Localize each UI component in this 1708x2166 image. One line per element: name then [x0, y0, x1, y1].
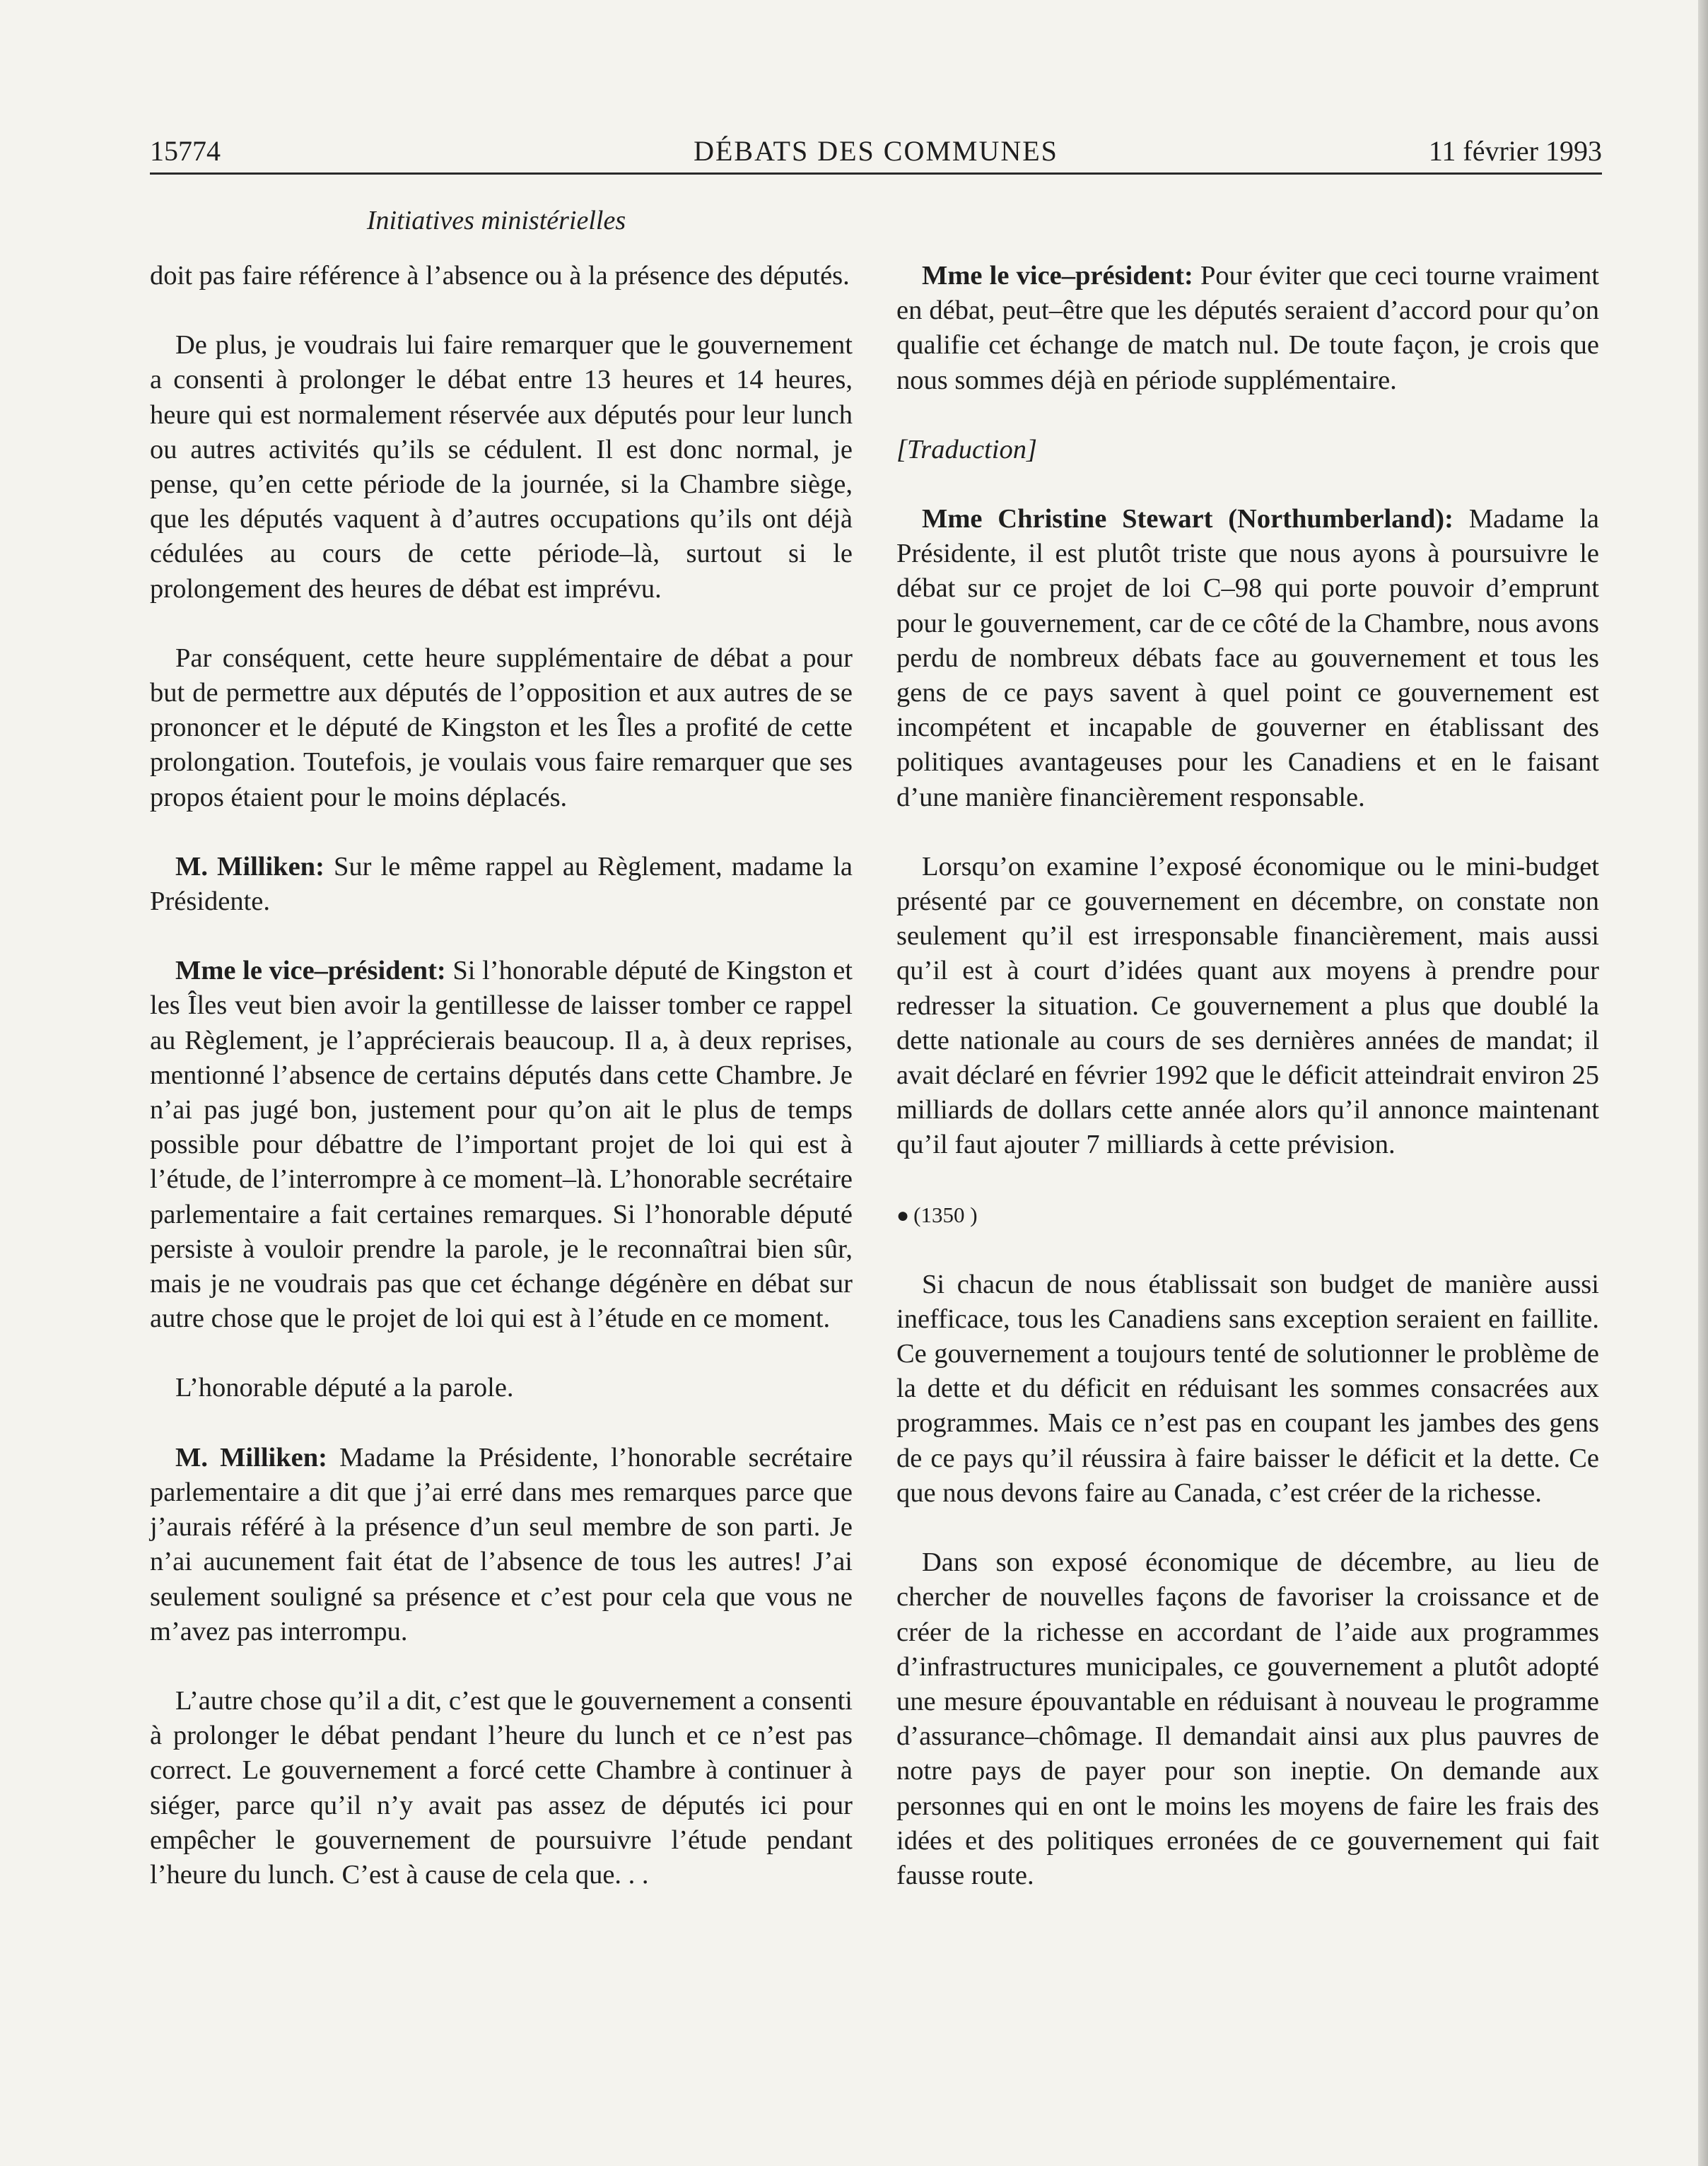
journal-title: DÉBATS DES COMMUNES	[694, 135, 1058, 167]
page-edge-shadow	[1698, 0, 1708, 2166]
paragraph: Mme le vice–président: Si l’honorable député de Kingston et les Îles veut bien avoir la gentillesse de laisser tomber ce rappel au Règlement, je l’apprécierais beaucoup. Il a, à deux reprises, mentionné l’absence de certains députés dans cette Chambre. Je n’ai pas jugé bon, justement pour qu’on ait le plus de temps possible pour débattre de l’important projet de loi qui est à l’étude, de l’interrompre à ce moment–là. L’honorable secrétaire parlementaire a fait certaines remarques. Si l’honorable député persiste à vouloir prendre la parole, je le reconnaîtrai bien sûr, mais je ne voudrais pas que cet échange dégénère en débat sur autre chose que le projet de loi qui est à l’étude en ce moment.	[150, 956, 853, 1334]
page-header	[150, 131, 1602, 171]
paragraph: Lorsqu’on examine l’exposé économique ou le mini-budget présenté par ce gouvernement en décembre, on constate non seulement qu’il est irresponsable financièrement, mais aussi qu’il est à court d’idées quant aux moyens à prendre pour redresser la situation. Ce gouvernement a plus que doublé la dette nationale au cours de ses dernières années de mandat; il avait déclaré en février 1992 que le déficit atteindrait environ 25 milliards de dollars cette année alors qu’il annonce maintenant qu’il faut ajouter 7 milliards à cette prévision.	[896, 851, 1599, 1160]
paragraph: doit pas faire référence à l’absence ou à la présence des députés.	[150, 261, 850, 291]
translation-tag: [Traduction]	[896, 434, 1037, 464]
right-column	[896, 259, 1599, 1928]
paragraph: Par conséquent, cette heure supplémentaire de débat a pour but de permettre aux députés de l’opposition et aux autres de se prononcer et le député de Kingston et les Îles a profité de cette prolongation. Toutefois, je voulais vous faire remarquer que ses propos étaient pour le moins déplacés.	[150, 643, 853, 812]
paragraph: L’honorable député a la parole.	[175, 1373, 514, 1403]
speaker-name: Mme Christine Stewart (Northumberland):	[922, 504, 1453, 534]
paragraph: L’autre chose qu’il a dit, c’est que le gouvernement a consenti à prolonger le débat pendant l’heure du lunch et ce n’est pas correct. Le gouvernement a forcé cette Chambre à continuer à siéger, parce qu’il n’y avait pas assez de députés ici pour empêcher le gouvernement de poursuivre l’étude pendant l’heure du lunch. C’est à cause de cela que. . .	[150, 1685, 853, 1890]
paragraph: M. Milliken: Sur le même rappel au Règlement, madame la Présidente.	[150, 851, 853, 917]
paragraph: Mme Christine Stewart (Northumberland): Madame la Présidente, il est plutôt triste que nous ayons à poursuivre le débat sur ce projet de loi C–98 qui porte pouvoir d’emprunt pour le gouvernement, car de ce côté de la Chambre, nous avons perdu de nombreux débats face au gouvernement et tous les gens de ce pays savent à quel point ce gouvernement est incompétent et incapable de gouverner en établissant des politiques avantageuses pour les Canadiens et en le faisant d’une manière financièrement responsable.	[896, 504, 1599, 812]
paragraph: Dans son exposé économique de décembre, au lieu de chercher de nouvelles façons de favoriser la croissance et de créer de la richesse en accordant de l’aide aux programmes d’infrastructures municipales, ce gouvernement a plutôt adopté une mesure épouvantable en réduisant à nouveau le programme d’assurance–chômage. Il demandait ainsi aux plus pauvres de notre pays de payer pour son ineptie. On demande aux personnes qui en ont le moins les moyens de faire les frais des idées et des politiques erronées de ce gouvernement qui fait fausse route.	[896, 1547, 1599, 1890]
page-number: 15774	[150, 135, 221, 167]
speaker-name: Mme le vice–président:	[175, 956, 446, 986]
paragraph: M. Milliken: Madame la Présidente, l’honorable secrétaire parlementaire a dit que j’ai erré dans mes remarques parce que j’aurais référé à la présence d’un seul membre de son parti. Je n’ai aucunement fait état de l’absence de tous les autres! J’ai seulement souligné sa présence et c’est pour cela que vous ne m’avez pas interrompu.	[150, 1442, 853, 1646]
paragraph: De plus, je voudrais lui faire remarquer que le gouvernement a consenti à prolonger le débat entre 13 heures et 14 heures, heure qui est normalement réservée aux députés pour leur lunch ou autres activités qu’ils se cédulent. Il est donc normal, je pense, qu’en cette période de la journée, si la Chambre siège, que les députés vaquent à d’autres occupations qu’ils ont déjà cédulées au cours de cette période–là, surtout si le prolongement des heures de débat est imprévu.	[150, 330, 853, 604]
speaker-name: M. Milliken:	[175, 1442, 327, 1473]
header-rule	[150, 172, 1602, 175]
timestamp: ● (1350 )	[896, 1202, 978, 1227]
speaker-name: M. Milliken:	[175, 851, 324, 882]
left-column	[150, 259, 853, 1927]
header-date: 11 février 1993	[1428, 135, 1602, 167]
bullet-icon: ●	[896, 1203, 910, 1227]
section-title: Initiatives ministérielles	[366, 206, 626, 235]
speaker-name: Mme le vice–président:	[922, 261, 1193, 291]
paragraph: Mme le vice–président: Pour éviter que ceci tourne vraiment en débat, peut–être que les députés seraient d’accord pour qu’on qualifie cet échange de match nul. De toute façon, je crois que nous sommes déjà en période supplémentaire.	[896, 261, 1599, 395]
paragraph: Si chacun de nous établissait son budget de manière aussi inefficace, tous les Canadiens sans exception seraient en faillite. Ce gouvernement a toujours tenté de solutionner le problème de la dette et du déficit en réduisant les sommes consacrées aux programmes. Mais ce n’est pas en coupant les jambes des gens de ce pays qu’il réussira à faire baisser le déficit et la dette. Ce que nous devons faire au Canada, c’est créer de la richesse.	[896, 1269, 1599, 1508]
